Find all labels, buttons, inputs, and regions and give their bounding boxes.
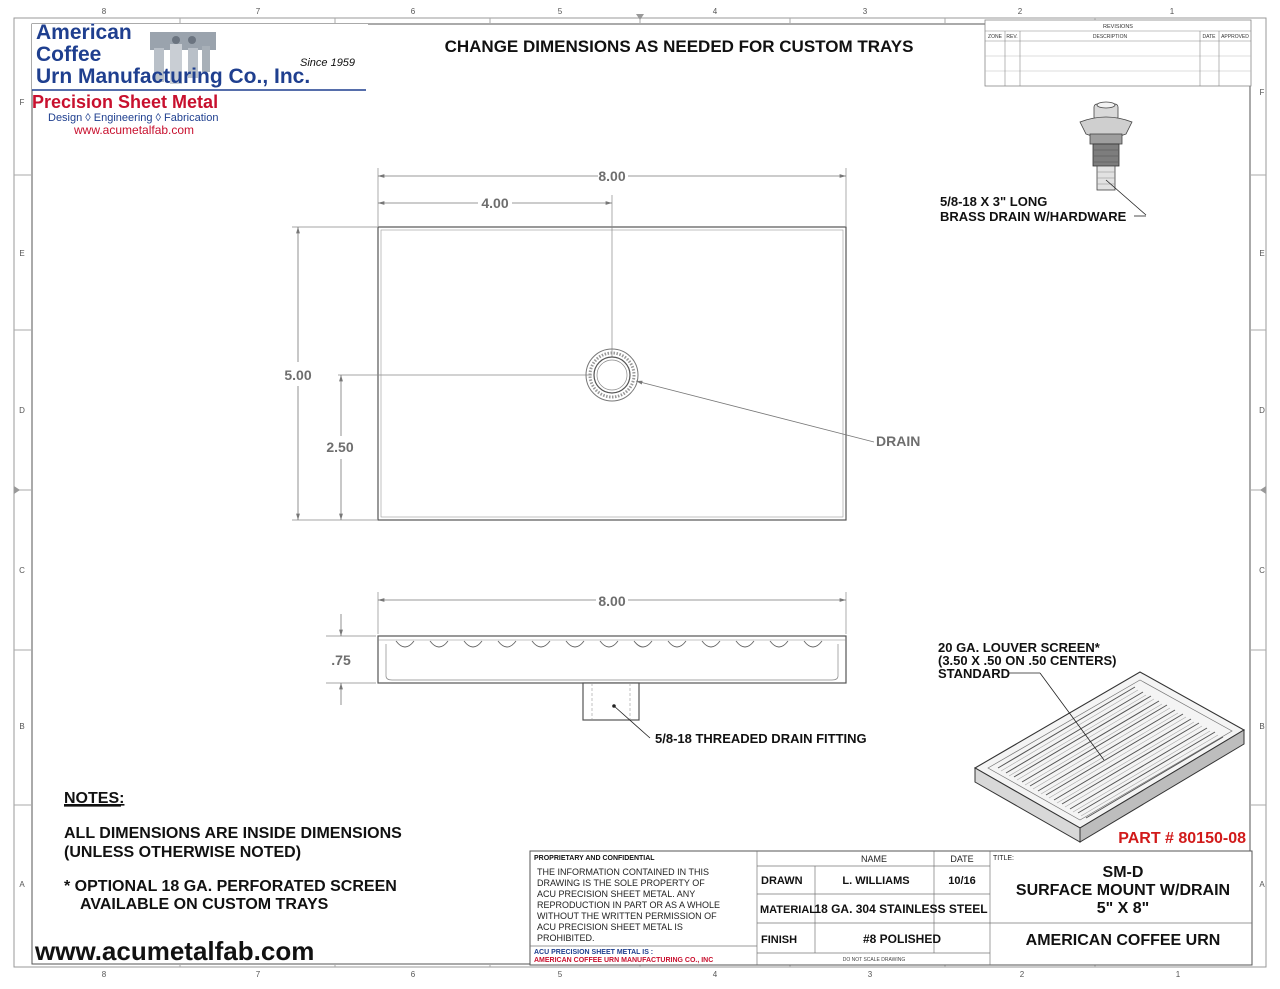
side-view xyxy=(326,592,867,746)
zone-row-left: E xyxy=(19,249,25,258)
zone-row-right: A xyxy=(1259,880,1265,889)
proprietary-line: PROHIBITED. xyxy=(537,933,595,943)
zone-row-right: D xyxy=(1259,406,1265,415)
top-half-width-dimension: 4.00 xyxy=(481,195,509,211)
louver-profile xyxy=(396,641,822,647)
zone-col-bottom: 8 xyxy=(101,970,107,979)
proprietary-line: WITHOUT THE WRITTEN PERMISSION OF xyxy=(537,911,717,921)
proprietary-heading: PROPRIETARY AND CONFIDENTIAL xyxy=(534,855,655,862)
zone-col-top: 7 xyxy=(255,7,261,16)
brass-drain-illustration xyxy=(1080,102,1132,190)
revisions-table xyxy=(985,20,1251,86)
drain-callout-line1: 5/8-18 X 3" LONG xyxy=(940,194,1048,209)
top-view xyxy=(284,168,920,520)
title-line2: SURFACE MOUNT W/DRAIN xyxy=(1015,882,1231,899)
company-division: Precision Sheet Metal xyxy=(32,92,219,112)
top-height-dimension: 5.00 xyxy=(284,367,312,383)
zone-col-top: 1 xyxy=(1169,7,1175,16)
company-services: Design ◊ Engineering ◊ Fabrication xyxy=(48,112,219,124)
zone-row-right: F xyxy=(1259,88,1265,97)
drain-hole xyxy=(586,349,638,401)
louver-tray-illustration xyxy=(975,672,1244,842)
company-url-large: www.acumetalfab.com xyxy=(35,936,315,966)
title-label: TITLE: xyxy=(993,855,1015,862)
material-value: 18 GA. 304 STAINLESS STEEL xyxy=(814,902,988,916)
screen-callout-line3: STANDARD xyxy=(938,666,1010,681)
revisions-title: REVISIONS xyxy=(1103,24,1133,30)
company-logo xyxy=(32,21,368,137)
zone-col-top: 5 xyxy=(557,7,563,16)
revisions-col-approved: APPROVED xyxy=(1221,34,1249,40)
fitting-label: 5/8-18 THREADED DRAIN FITTING xyxy=(655,731,867,746)
company-name-line3: Urn Manufacturing Co., Inc. xyxy=(36,65,311,88)
zone-col-bottom: 3 xyxy=(867,970,873,979)
screen-callout-line1: 20 GA. LOUVER SCREEN* xyxy=(938,640,1100,655)
screen-callout-line2: (3.50 X .50 ON .50 CENTERS) xyxy=(938,653,1117,668)
zone-col-bottom: 7 xyxy=(255,970,261,979)
acu-line1: ACU PRECISION SHEET METAL IS : xyxy=(534,949,654,956)
proprietary-line: THE INFORMATION CONTAINED IN THIS xyxy=(537,867,710,877)
header-note: CHANGE DIMENSIONS AS NEEDED FOR CUSTOM TRAYS xyxy=(444,37,914,56)
date-header: DATE xyxy=(950,854,974,864)
finish-label: FINISH xyxy=(761,934,798,946)
part-number: PART # 80150-08 xyxy=(1118,830,1246,847)
zone-col-top: 2 xyxy=(1017,7,1023,16)
zone-col-bottom: 5 xyxy=(557,970,563,979)
company-name-line2: Coffee xyxy=(36,43,102,66)
title-line1: SM-D xyxy=(1102,864,1144,881)
revisions-col-zone: ZONE xyxy=(988,34,1002,40)
top-half-height-dimension: 2.50 xyxy=(326,439,354,455)
drain-label: DRAIN xyxy=(876,433,921,449)
zone-col-bottom: 6 xyxy=(410,970,416,979)
material-label: MATERIAL xyxy=(760,904,817,916)
drawn-name: L. WILLIAMS xyxy=(842,875,910,887)
notes-line3: * OPTIONAL 18 GA. PERFORATED SCREEN xyxy=(64,878,397,895)
drawn-label: DRAWN xyxy=(761,875,803,887)
side-depth-dimension: .75 xyxy=(331,652,351,668)
drawn-date: 10/16 xyxy=(948,875,976,887)
zone-col-top: 3 xyxy=(862,7,868,16)
finish-value: #8 POLISHED xyxy=(862,932,942,946)
title-line3: 5" X 8" xyxy=(1096,900,1150,917)
zone-row-left: B xyxy=(19,722,25,731)
company-footer: AMERICAN COFFEE URN xyxy=(1025,932,1221,949)
acu-line2: AMERICAN COFFEE URN MANUFACTURING CO., INC xyxy=(534,957,714,964)
zone-col-bottom: 1 xyxy=(1175,970,1181,979)
proprietary-line: ACU PRECISION SHEET METAL IS xyxy=(537,922,683,932)
title-block xyxy=(530,851,1252,965)
notes-heading: NOTES: xyxy=(64,790,125,807)
proprietary-line: REPRODUCTION IN PART OR AS A WHOLE xyxy=(537,900,721,910)
zone-row-right: B xyxy=(1259,722,1265,731)
revisions-col-date: DATE xyxy=(1202,34,1216,40)
notes-section xyxy=(64,790,402,913)
revisions-col-rev: REV. xyxy=(1006,34,1018,40)
zone-col-bottom: 2 xyxy=(1019,970,1025,979)
zone-row-left: C xyxy=(19,566,25,575)
zone-col-top: 6 xyxy=(410,7,416,16)
zone-col-top: 4 xyxy=(712,7,718,16)
zone-col-bottom: 4 xyxy=(712,970,718,979)
zone-row-right: C xyxy=(1259,566,1265,575)
threaded-drain-fitting xyxy=(583,683,639,720)
side-width-dimension: 8.00 xyxy=(598,593,626,609)
company-since: Since 1959 xyxy=(300,57,356,69)
notes-line1: ALL DIMENSIONS ARE INSIDE DIMENSIONS xyxy=(64,825,402,842)
notes-line4: AVAILABLE ON CUSTOM TRAYS xyxy=(80,896,329,913)
company-url-small: www.acumetalfab.com xyxy=(74,123,195,137)
name-header: NAME xyxy=(860,854,888,864)
zone-row-left: D xyxy=(19,406,25,415)
drain-callout-line2: BRASS DRAIN W/HARDWARE xyxy=(940,209,1127,224)
proprietary-line: ACU PRECISION SHEET METAL. ANY xyxy=(537,889,696,899)
zone-row-right: E xyxy=(1259,249,1265,258)
notes-line2: (UNLESS OTHERWISE NOTED) xyxy=(64,844,302,861)
zone-row-left: F xyxy=(19,98,25,107)
company-name-line1: American xyxy=(36,21,132,44)
zone-col-top: 8 xyxy=(101,7,107,16)
top-width-dimension: 8.00 xyxy=(598,168,626,184)
zone-row-left: A xyxy=(19,880,25,889)
do-not-scale: DO NOT SCALE DRAWING xyxy=(842,957,906,963)
revisions-col-description: DESCRIPTION xyxy=(1092,34,1128,40)
proprietary-line: DRAWING IS THE SOLE PROPERTY OF xyxy=(537,878,705,888)
